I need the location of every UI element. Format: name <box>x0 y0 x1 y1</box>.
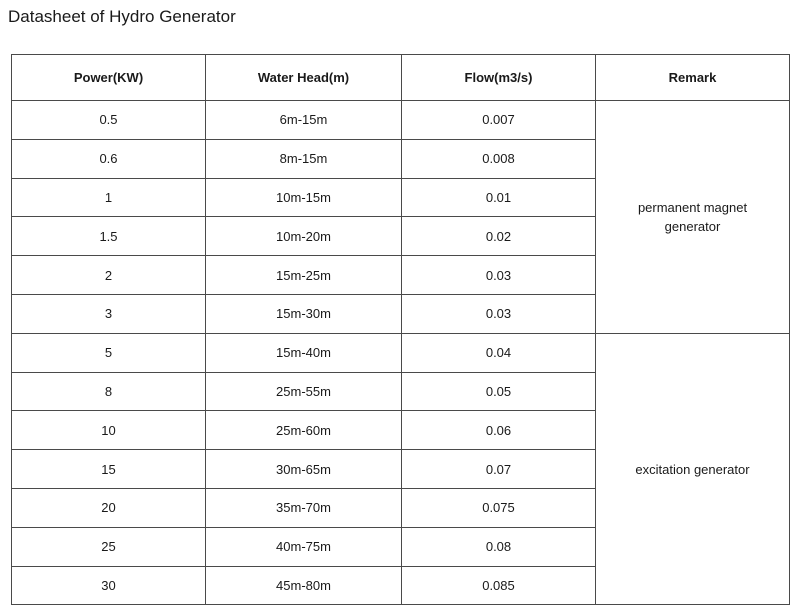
table-row <box>12 101 790 140</box>
cell-power: 8 <box>12 372 206 411</box>
cell-flow: 0.085 <box>402 566 596 605</box>
cell-flow: 0.03 <box>402 294 596 333</box>
cell-power: 15 <box>12 450 206 489</box>
header-flow: Flow(m3/s) <box>402 55 596 101</box>
table-row <box>12 333 790 372</box>
cell-power: 30 <box>12 566 206 605</box>
cell-water-head: 10m-15m <box>206 178 402 217</box>
table-header-row <box>12 55 790 101</box>
cell-water-head: 15m-25m <box>206 256 402 295</box>
cell-water-head: 8m-15m <box>206 139 402 178</box>
cell-water-head: 45m-80m <box>206 566 402 605</box>
page-title: Datasheet of Hydro Generator <box>8 7 236 26</box>
cell-water-head: 6m-15m <box>206 101 402 140</box>
cell-flow: 0.03 <box>402 256 596 295</box>
cell-water-head: 15m-30m <box>206 294 402 333</box>
cell-flow: 0.007 <box>402 101 596 140</box>
header-remark: Remark <box>596 55 790 101</box>
cell-power: 0.6 <box>12 139 206 178</box>
cell-flow: 0.02 <box>402 217 596 256</box>
cell-water-head: 25m-55m <box>206 372 402 411</box>
cell-flow: 0.05 <box>402 372 596 411</box>
cell-power: 25 <box>12 527 206 566</box>
header-water-head: Water Head(m) <box>206 55 402 101</box>
cell-water-head: 25m-60m <box>206 411 402 450</box>
cell-flow: 0.008 <box>402 139 596 178</box>
header-power: Power(KW) <box>12 55 206 101</box>
cell-power: 20 <box>12 488 206 527</box>
cell-flow: 0.06 <box>402 411 596 450</box>
cell-water-head: 35m-70m <box>206 488 402 527</box>
remark-permanent-magnet: permanent magnet generator <box>596 101 790 334</box>
cell-power: 0.5 <box>12 101 206 140</box>
datasheet-table-frame <box>11 54 790 605</box>
cell-water-head: 30m-65m <box>206 450 402 489</box>
cell-power: 2 <box>12 256 206 295</box>
cell-power: 1.5 <box>12 217 206 256</box>
cell-flow: 0.075 <box>402 488 596 527</box>
datasheet-table <box>11 54 790 605</box>
cell-flow: 0.01 <box>402 178 596 217</box>
cell-power: 5 <box>12 333 206 372</box>
cell-flow: 0.04 <box>402 333 596 372</box>
cell-flow: 0.08 <box>402 527 596 566</box>
cell-water-head: 15m-40m <box>206 333 402 372</box>
cell-flow: 0.07 <box>402 450 596 489</box>
cell-power: 10 <box>12 411 206 450</box>
cell-power: 1 <box>12 178 206 217</box>
cell-water-head: 40m-75m <box>206 527 402 566</box>
remark-excitation: excitation generator <box>596 333 790 605</box>
cell-water-head: 10m-20m <box>206 217 402 256</box>
cell-power: 3 <box>12 294 206 333</box>
